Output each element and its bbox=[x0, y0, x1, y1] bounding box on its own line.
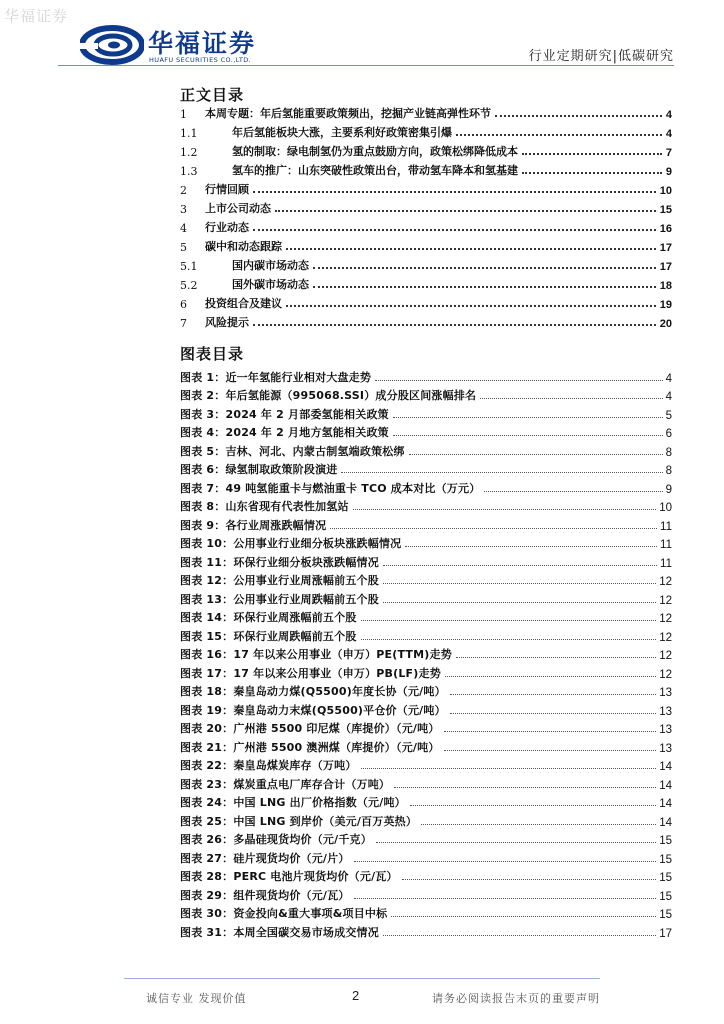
toc-entry-title: 国外碳市场动态 bbox=[232, 278, 309, 291]
dot-leader bbox=[361, 620, 657, 621]
dot-leader bbox=[410, 805, 656, 806]
toc-entry-page: 10 bbox=[659, 185, 672, 197]
figure-entry-page: 9 bbox=[665, 483, 672, 496]
figure-entry-title: 图表 9：各行业周涨跌幅情况 bbox=[180, 518, 327, 532]
toc-entry-number: 1 bbox=[180, 108, 187, 121]
dot-leader bbox=[361, 639, 657, 640]
toc-entry-number: 2 bbox=[180, 184, 187, 197]
dot-leader bbox=[450, 713, 656, 714]
figure-entry-page: 14 bbox=[659, 779, 672, 792]
figure-entry[interactable] bbox=[180, 921, 672, 940]
toc-entry-page: 18 bbox=[659, 280, 672, 292]
figure-entry-page: 5 bbox=[665, 409, 672, 422]
figure-entry-title: 图表 17：17 年以来公用事业（申万）PB(LF)走势 bbox=[180, 666, 441, 680]
figure-entry[interactable] bbox=[180, 477, 672, 496]
dot-leader bbox=[383, 583, 656, 584]
figure-entry[interactable] bbox=[180, 625, 672, 644]
figure-entry-page: 15 bbox=[659, 890, 672, 903]
logo-swirl-icon bbox=[80, 24, 144, 66]
figure-entry[interactable] bbox=[180, 551, 672, 570]
toc-entry-title: 氢车的推广：山东突破性政策出台，带动氢车降本和氢基建 bbox=[232, 164, 518, 177]
figure-entry[interactable] bbox=[180, 403, 672, 422]
toc-entry-number: 1.2 bbox=[180, 146, 198, 159]
figure-entry[interactable] bbox=[180, 810, 672, 829]
figure-entry[interactable] bbox=[180, 773, 672, 792]
toc-entry[interactable] bbox=[180, 159, 672, 178]
toc-entry[interactable] bbox=[180, 235, 672, 254]
toc-entry[interactable] bbox=[180, 102, 672, 121]
figure-entry-title: 图表 19：秦皇岛动力末煤(Q5500)平仓价（元/吨） bbox=[180, 703, 446, 717]
dot-leader bbox=[393, 417, 663, 418]
toc-entry[interactable] bbox=[180, 216, 672, 235]
dot-leader bbox=[275, 210, 656, 212]
figure-entry[interactable] bbox=[180, 514, 672, 533]
toc-entry-page: 16 bbox=[659, 223, 672, 235]
dot-leader bbox=[341, 472, 662, 473]
logo-name: 华福证券 bbox=[148, 29, 257, 58]
company-logo bbox=[80, 22, 270, 68]
figure-entry-page: 11 bbox=[660, 520, 672, 533]
figure-entry[interactable] bbox=[180, 533, 672, 552]
dot-leader bbox=[480, 398, 662, 399]
toc-entry-number: 5.1 bbox=[180, 260, 198, 273]
toc-entry-number: 4 bbox=[180, 222, 187, 235]
toc-entry-page: 17 bbox=[659, 242, 672, 254]
figure-entry[interactable] bbox=[180, 644, 672, 663]
figure-entry[interactable] bbox=[180, 847, 672, 866]
dot-leader bbox=[354, 861, 657, 862]
figure-entry-title: 图表 26：多晶硅现货均价（元/千克） bbox=[180, 833, 372, 846]
toc-entry-title: 行情回顾 bbox=[205, 183, 249, 196]
figure-entry[interactable] bbox=[180, 736, 672, 755]
dot-leader bbox=[253, 191, 656, 193]
figure-entry-page: 14 bbox=[659, 761, 672, 773]
figure-entry-page: 12 bbox=[659, 594, 672, 607]
dot-leader bbox=[393, 435, 663, 436]
dot-leader bbox=[376, 842, 656, 843]
figure-entry-title: 图表 23：煤炭重点电厂库存合计（万吨） bbox=[180, 777, 391, 791]
dot-leader bbox=[383, 602, 656, 603]
figure-entry-page: 13 bbox=[659, 724, 672, 736]
dot-leader bbox=[383, 565, 657, 566]
figure-entry-title: 图表 7：49 吨氢能重卡与燃油重卡 TCO 成本对比（万元） bbox=[180, 481, 481, 495]
dot-leader bbox=[456, 134, 662, 136]
dot-leader bbox=[286, 305, 656, 307]
figure-entry-page: 11 bbox=[660, 539, 672, 551]
figure-entry[interactable] bbox=[180, 366, 672, 385]
toc-entry-number: 3 bbox=[180, 203, 187, 216]
figure-entry-page: 12 bbox=[659, 613, 672, 625]
figure-entry-title: 图表 18：秦皇岛动力煤(Q5500)年度长协（元/吨） bbox=[180, 685, 446, 698]
figure-entry-title: 图表 6：绿氢制取政策阶段演进 bbox=[180, 463, 338, 476]
dot-leader bbox=[456, 657, 656, 658]
dot-leader bbox=[391, 916, 656, 917]
figure-entry-title: 图表 13：公用事业行业周跌幅前五个股 bbox=[180, 592, 379, 606]
dot-leader bbox=[361, 768, 657, 769]
figure-entry-title: 图表 16：17 年以来公用事业（申万）PE(TTM)走势 bbox=[180, 648, 452, 661]
figure-entry[interactable] bbox=[180, 570, 672, 589]
figure-entry[interactable] bbox=[180, 459, 672, 478]
figure-entry-page: 12 bbox=[659, 631, 672, 644]
figure-entry-title: 图表 28：PERC 电池片现货均价（元/瓦） bbox=[180, 870, 398, 883]
figure-entry-page: 12 bbox=[659, 668, 672, 681]
figure-entry-page: 6 bbox=[665, 428, 672, 440]
dot-leader bbox=[444, 750, 657, 751]
figure-entry-page: 13 bbox=[659, 687, 672, 699]
figure-entry-title: 图表 4：2024 年 2 月地方氢能相关政策 bbox=[180, 426, 389, 439]
figure-entry-title: 图表 14：环保行业周涨幅前五个股 bbox=[180, 611, 357, 624]
figure-entry[interactable] bbox=[180, 662, 672, 681]
dot-leader bbox=[522, 172, 662, 174]
figure-entry-page: 10 bbox=[659, 502, 672, 514]
dot-leader bbox=[402, 879, 657, 880]
figure-entry-page: 17 bbox=[659, 927, 672, 940]
toc-entry-title: 国内碳市场动态 bbox=[232, 259, 309, 272]
toc-entry-page: 4 bbox=[665, 109, 672, 121]
figure-entry-page: 8 bbox=[665, 465, 672, 477]
dot-leader bbox=[450, 694, 656, 695]
toc-entry-page: 20 bbox=[659, 318, 672, 330]
page-number: 2 bbox=[352, 988, 360, 1003]
figure-entry-title: 图表 10：公用事业行业细分板块涨跌幅情况 bbox=[180, 537, 402, 550]
figure-list bbox=[180, 366, 672, 940]
figure-entry[interactable] bbox=[180, 607, 672, 626]
toc-entry-page: 15 bbox=[659, 204, 672, 216]
figure-entry-page: 11 bbox=[660, 557, 672, 570]
dot-leader bbox=[522, 153, 662, 155]
toc-entry-number: 1.1 bbox=[180, 127, 198, 140]
figure-entry-title: 图表 11：环保行业细分板块涨跌幅情况 bbox=[180, 555, 379, 569]
figure-entry-title: 图表 8：山东省现有代表性加氢站 bbox=[180, 500, 349, 513]
toc-entry[interactable] bbox=[180, 140, 672, 159]
logo-english-name: HUAFU SECURITIES CO.,LTD. bbox=[149, 56, 252, 64]
figure-entry-title: 图表 20：广州港 5500 印尼煤（库提价）（元/吨） bbox=[180, 722, 440, 735]
dot-leader bbox=[484, 491, 662, 492]
figure-entry-title: 图表 24：中国 LNG 出厂价格指数（元/吨） bbox=[180, 796, 406, 809]
figure-entry-title: 图表 1：近一年氢能行业相对大盘走势 bbox=[180, 370, 372, 384]
toc-entry-number: 6 bbox=[180, 298, 187, 311]
toc-entry[interactable] bbox=[180, 197, 672, 216]
figure-entry-title: 图表 15：环保行业周跌幅前五个股 bbox=[180, 629, 357, 643]
toc-entry[interactable] bbox=[180, 254, 672, 273]
figure-entry[interactable] bbox=[180, 385, 672, 404]
figure-entry[interactable] bbox=[180, 755, 672, 774]
figure-list-heading: 图表目录 bbox=[180, 345, 245, 363]
dot-leader bbox=[330, 528, 657, 529]
table-of-contents bbox=[180, 102, 672, 330]
toc-entry-page: 9 bbox=[665, 166, 672, 178]
figure-entry-page: 13 bbox=[659, 742, 672, 755]
figure-entry-title: 图表 21：广州港 5500 澳洲煤（库提价）（元/吨） bbox=[180, 740, 440, 754]
toc-entry-page: 4 bbox=[665, 128, 672, 140]
toc-entry[interactable] bbox=[180, 273, 672, 292]
footer-disclaimer: 请务必阅读报告末页的重要声明 bbox=[432, 992, 600, 1005]
figure-entry-page: 8 bbox=[665, 446, 672, 459]
figure-entry-title: 图表 30：资金投向&重大事项&项目中标 bbox=[180, 907, 388, 920]
dot-leader bbox=[353, 509, 657, 510]
toc-heading: 正文目录 bbox=[180, 86, 245, 104]
figure-entry-page: 14 bbox=[659, 798, 672, 810]
dot-leader bbox=[383, 935, 656, 936]
figure-entry[interactable] bbox=[180, 829, 672, 848]
figure-entry[interactable] bbox=[180, 422, 672, 441]
figure-entry-title: 图表 12：公用事业行业周涨幅前五个股 bbox=[180, 574, 379, 587]
figure-entry[interactable] bbox=[180, 884, 672, 903]
figure-entry[interactable] bbox=[180, 718, 672, 737]
dot-leader bbox=[445, 676, 656, 677]
figure-entry-page: 12 bbox=[659, 576, 672, 588]
footer-slogan: 诚信专业 发现价值 bbox=[146, 992, 247, 1005]
header-divider bbox=[58, 65, 674, 66]
toc-entry-title: 碳中和动态跟踪 bbox=[205, 240, 282, 253]
toc-entry[interactable] bbox=[180, 292, 672, 311]
dot-leader bbox=[405, 546, 657, 547]
dot-leader bbox=[394, 787, 656, 788]
toc-entry[interactable] bbox=[180, 178, 672, 197]
dot-leader bbox=[253, 229, 656, 231]
figure-entry[interactable] bbox=[180, 440, 672, 459]
figure-entry[interactable] bbox=[180, 588, 672, 607]
dot-leader bbox=[409, 454, 663, 455]
figure-entry-title: 图表 27：硅片现货均价（元/片） bbox=[180, 851, 350, 865]
toc-entry-page: 19 bbox=[659, 299, 672, 311]
figure-entry[interactable] bbox=[180, 699, 672, 718]
toc-entry-number: 7 bbox=[180, 317, 187, 330]
toc-entry-title: 年后氢能板块大涨，主要系利好政策密集引爆 bbox=[232, 126, 452, 139]
figure-entry-title: 图表 31：本周全国碳交易市场成交情况 bbox=[180, 925, 379, 939]
toc-entry-page: 7 bbox=[665, 147, 672, 159]
figure-entry-page: 15 bbox=[659, 853, 672, 866]
figure-entry-title: 图表 5：吉林、河北、内蒙古制氢端政策松绑 bbox=[180, 444, 405, 458]
toc-entry-title: 上市公司动态 bbox=[205, 202, 271, 215]
figure-entry-page: 15 bbox=[659, 909, 672, 921]
toc-entry-number: 1.3 bbox=[180, 165, 198, 178]
dot-leader bbox=[444, 731, 657, 732]
dot-leader bbox=[375, 380, 663, 381]
figure-entry-title: 图表 22：秦皇岛煤炭库存（万吨） bbox=[180, 759, 357, 772]
figure-entry[interactable] bbox=[180, 792, 672, 811]
figure-entry[interactable] bbox=[180, 681, 672, 700]
figure-entry-page: 14 bbox=[659, 816, 672, 829]
toc-entry-title: 投资组合及建议 bbox=[205, 297, 282, 310]
figure-entry-page: 15 bbox=[659, 835, 672, 847]
toc-entry[interactable] bbox=[180, 121, 672, 140]
watermark: 华福证券 bbox=[4, 7, 69, 25]
figure-entry-title: 图表 3：2024 年 2 月部委氢能相关政策 bbox=[180, 407, 389, 421]
figure-entry-page: 15 bbox=[659, 872, 672, 884]
figure-entry[interactable] bbox=[180, 903, 672, 922]
figure-entry-title: 图表 2：年后氢能源（995068.SSI）成分股区间涨幅排名 bbox=[180, 389, 477, 402]
dot-leader bbox=[286, 248, 656, 250]
figure-entry-title: 图表 29：组件现货均价（元/瓦） bbox=[180, 888, 350, 902]
figure-entry[interactable] bbox=[180, 866, 672, 885]
dot-leader bbox=[313, 286, 656, 288]
dot-leader bbox=[495, 115, 662, 117]
dot-leader bbox=[313, 267, 656, 269]
dot-leader bbox=[421, 824, 656, 825]
toc-entry-page: 17 bbox=[659, 261, 672, 273]
figure-entry-page: 13 bbox=[659, 705, 672, 718]
toc-entry-title: 行业动态 bbox=[205, 221, 249, 234]
toc-entry-title: 本周专题：年后氢能重要政策频出，挖掘产业链高弹性环节 bbox=[205, 107, 491, 120]
figure-entry[interactable] bbox=[180, 496, 672, 515]
toc-entry-title: 氢的制取：绿电制氢仍为重点鼓励方向，政策松绑降低成本 bbox=[232, 145, 518, 158]
dot-leader bbox=[253, 324, 656, 326]
toc-entry-number: 5.2 bbox=[180, 279, 198, 292]
figure-entry-page: 4 bbox=[665, 372, 672, 385]
report-type: 行业定期研究|低碳研究 bbox=[528, 49, 674, 64]
figure-entry-page: 12 bbox=[659, 650, 672, 662]
toc-entry[interactable] bbox=[180, 311, 672, 330]
footer-divider bbox=[124, 978, 600, 979]
toc-entry-title: 风险提示 bbox=[205, 316, 249, 329]
dot-leader bbox=[354, 898, 657, 899]
toc-entry-number: 5 bbox=[180, 241, 187, 254]
figure-entry-page: 4 bbox=[665, 391, 672, 403]
figure-entry-title: 图表 25：中国 LNG 到岸价（美元/百万英热） bbox=[180, 814, 418, 828]
